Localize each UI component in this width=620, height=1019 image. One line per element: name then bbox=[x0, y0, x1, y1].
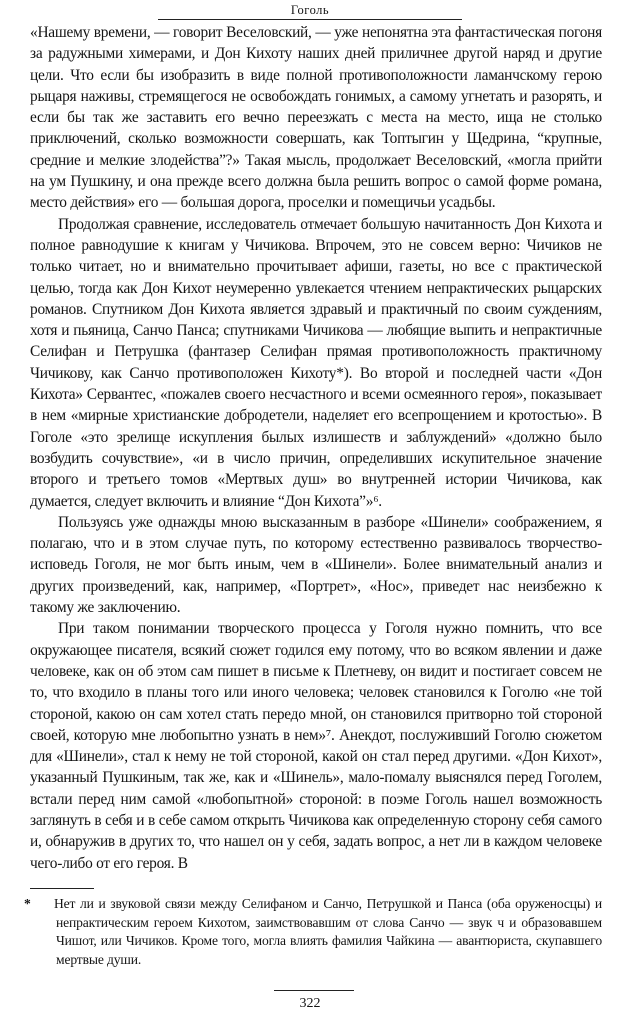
running-head: Гоголь bbox=[290, 3, 330, 17]
footnote-text: Нет ли и звуковой связи между Селифаном и Санчо, Петрушкой и Панса (оба оруженосцы) и непрактическим героем Кихотом, заимствовавшим от слова Санчо — звук ч и образовавшем Чишот, или Чичиков. Кроме того, могла влиять фамилия Чайкина — авантюриста, скупавшего мертвые души. bbox=[54, 896, 602, 967]
paragraph-comparison: Продолжая сравнение, исследователь отмечает большую начитанность Дон Кихота и полное равнодушие к книгам у Чичикова. Впрочем, это не совсем верно: Чичиков не только читает, но и внимательно прочитывает афиши, газеты, но все с практической целью, тогда как Дон Кихот неумеренно увлекается чтением непрактических рыцарских романов. Спутником Дон Кихота является здравый и практичный по своим суждениям, хотя и пьяница, Санчо Панса; спутниками Чичикова — любящие выпить и непрактичные Селифан и Петрушка (фантазер Селифан прямая противоположность практичному Чичикову, как Санчо противоположен Кихоту*). Во второй и последней части «Дон Кихота» Сервантес, «пожалев своего несчастного и всеми осмеянного героя», показывает в нем «мирные христианские добродетели, наделяет его всепрощением и кротостью». В Гоголе «это зрелище искупления былых излишеств и заблуждений» «должно было возбудить сочувствие», «и в число причин, определивших искупительное значение второго и третьего томов «Мертвых душ» во внутренней истории Чичикова, как думается, следует включить и влияние “Дон Кихота”»⁶. bbox=[30, 215, 602, 510]
footnote-rule bbox=[30, 888, 94, 889]
paragraph-quote: «Нашему времени, — говорит Веселовский, — уже непонятна эта фантастическая погоня за радужными химерами, и Дон Кихоту наших дней приличнее другой наряд и другие цели. Что если бы изобразить в виде полной противоположности ламанчскому герою рыцаря наживы, стремящегося не освобождать гонимых, а самому угнетать и разорять, и если бы так же заставить его вечно переезжать с места на место, ища не столько приключений, сколько возможности совершать, как Топтыгин у Щедрина, “крупные, средние и мелкие злодейства”?» Такая мысль, продолжает Веселовский, «могла прийти на ум Пушкину, и она прежде всего должна была решить вопрос о самой форме романа, место действия» его — большая дорога, проселки и помещичьи усадьбы. bbox=[30, 24, 602, 212]
body-text bbox=[30, 22, 602, 874]
footnote-body bbox=[24, 895, 602, 969]
page-number: 322 bbox=[299, 996, 321, 1011]
paragraph-creative-process: При таком понимании творческого процесса у Гоголя нужно помнить, что все окружающее писателя, всякий сюжет годился ему потому, что во всяком явлении и даже человеке, как он об этом сам пишет в письме к Плетневу, он видит и постигает совсем не то, что входило в планы того или иного человека; человек становился к Гоголю «не той стороной, какою он сам хотел стать передо мной, он становился притворно той стороной своей, которую мне любопытно узнать в нем»⁷. Анекдот, послуживший Гоголю сюжетом для «Шинели», стал к нему не той стороной, какой он стал перед другими. «Дон Кихот», указанный Пушкиным, так же, как и «Шинель», мало-помалу выяснялся перед Гоголем, встали перед ним самой «любопытной» стороной: в поэме Гоголь нашел возможность заглянуть в себя и в себе самом открыть Чичикова как определенную сторону себя самого и, обнаружив в других то, что нашел он у себя, задать вопрос, а нет ли в каждом человеке чего-либо от его героя. В bbox=[30, 620, 602, 872]
footnote-mark: * bbox=[24, 896, 31, 911]
footnote bbox=[24, 895, 602, 969]
paragraph-shinel: Пользуясь уже однажды мною высказанным в разборе «Шинели» соображением, я полагаю, что и в этом случае путь, по которому естественно развивалось творчество-исповедь Гоголя, не мог быть иным, чем в «Шинели». Более внимательный анализ и других произведений, как, например, «Портрет», «Нос», приведет нас неизбежно к такому же заключению. bbox=[30, 513, 602, 617]
folio-rule bbox=[274, 990, 354, 991]
header-rule bbox=[158, 19, 462, 20]
